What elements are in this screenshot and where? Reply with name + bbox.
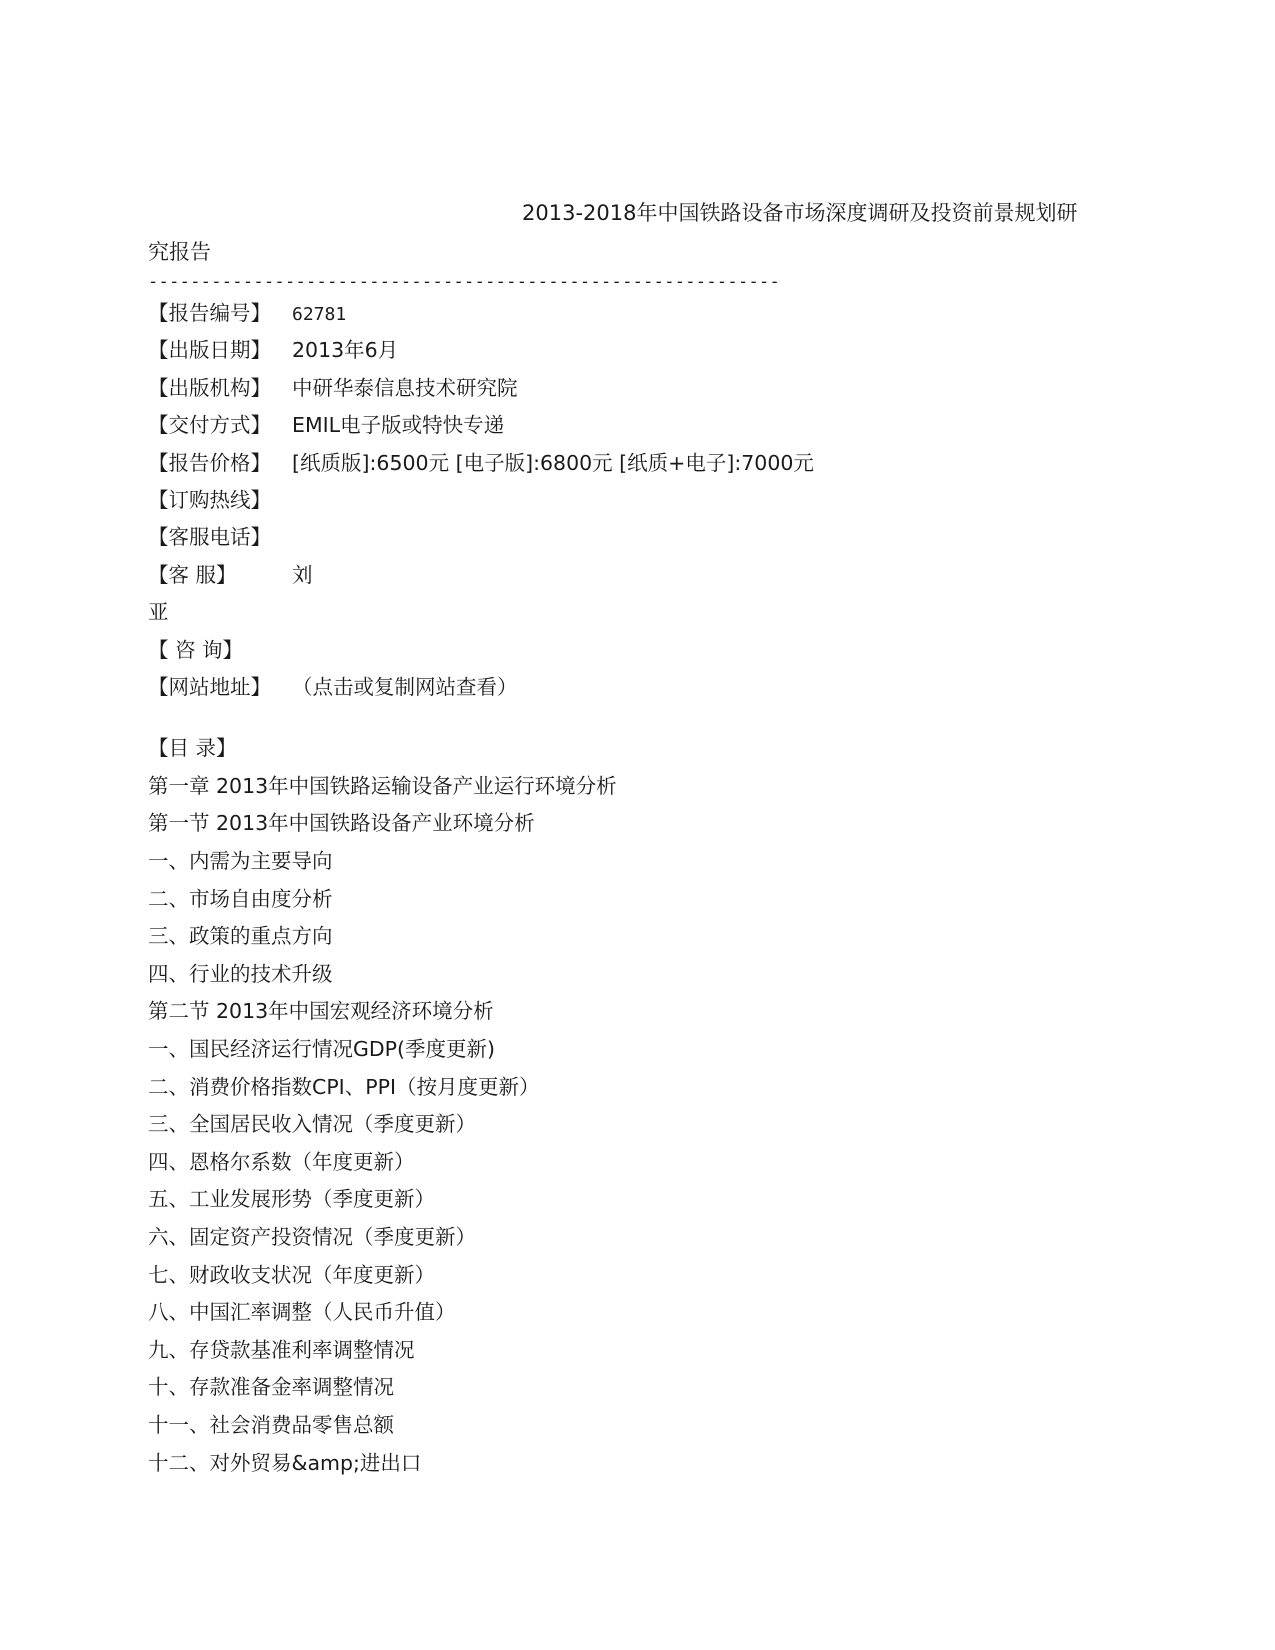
hotline-row — [148, 482, 1108, 519]
toc-item[interactable]: 六、固定资产投资情况（季度更新） — [148, 1225, 476, 1250]
price-label: 【报告价格】 — [148, 450, 271, 475]
publisher-value: 中研华泰信息技术研究院 — [292, 375, 518, 400]
website-row — [148, 669, 1108, 706]
report-number-row — [148, 295, 1108, 332]
consult-label: 【 咨 询】 — [148, 637, 244, 662]
price-row — [148, 445, 1108, 482]
report-number-value: 62781 — [292, 304, 347, 325]
toc-item[interactable]: 十二、对外贸易&amp;进出口 — [148, 1450, 422, 1475]
toc-item[interactable]: 十、存款准备金率调整情况 — [148, 1375, 394, 1400]
toc-item[interactable]: 九、存贷款基准利率调整情况 — [148, 1337, 415, 1362]
service-phone-row — [148, 519, 1108, 556]
publisher-label: 【出版机构】 — [148, 375, 271, 400]
publish-date-row — [148, 332, 1108, 369]
consult-row — [148, 632, 1108, 669]
toc-list — [148, 768, 1108, 1482]
toc-item[interactable]: 四、恩格尔系数（年度更新） — [148, 1149, 415, 1174]
toc-item[interactable]: 四、行业的技术升级 — [148, 961, 333, 986]
toc-item[interactable]: 第一章 2013年中国铁路运输设备产业运行环境分析 — [148, 773, 617, 798]
toc-item[interactable]: 三、政策的重点方向 — [148, 924, 333, 949]
toc-item[interactable]: 二、消费价格指数CPI、PPI（按月度更新） — [148, 1074, 540, 1099]
toc-item[interactable]: 二、市场自由度分析 — [148, 886, 333, 911]
toc-item[interactable]: 第一节 2013年中国铁路设备产业环境分析 — [148, 811, 535, 836]
service-name-part-1: 刘 — [292, 562, 313, 587]
website-label: 【网站地址】 — [148, 674, 271, 699]
publisher-row — [148, 370, 1108, 407]
toc-item[interactable]: 八、中国汇率调整（人民币升值） — [148, 1300, 456, 1325]
price-value: [纸质版]:6500元 [电子版]:6800元 [纸质+电子]:7000元 — [292, 450, 814, 475]
delivery-value: EMIL电子版或特快专递 — [292, 413, 505, 438]
service-phone-label: 【客服电话】 — [148, 525, 271, 550]
toc-item[interactable]: 三、全国居民收入情况（季度更新） — [148, 1112, 476, 1137]
service-row — [148, 557, 1108, 594]
report-title-line-2: 究报告 — [148, 240, 211, 264]
toc-item[interactable]: 十一、社会消费品零售总额 — [148, 1412, 394, 1437]
delivery-row — [148, 407, 1108, 444]
report-number-label: 【报告编号】 — [148, 301, 271, 325]
service-name-part-2: 亚 — [148, 600, 169, 625]
publish-date-value: 2013年6月 — [292, 338, 399, 363]
service-name-continuation — [148, 594, 1108, 631]
publish-date-label: 【出版日期】 — [148, 338, 271, 363]
delivery-label: 【交付方式】 — [148, 413, 271, 438]
table-of-contents — [148, 730, 1108, 1482]
service-label: 【客 服】 — [148, 562, 237, 587]
toc-item[interactable]: 一、内需为主要导向 — [148, 849, 333, 874]
toc-item[interactable]: 第二节 2013年中国宏观经济环境分析 — [148, 999, 494, 1024]
document-page — [148, 196, 1108, 1482]
website-note[interactable]: （点击或复制网站查看） — [292, 674, 518, 699]
toc-item[interactable]: 七、财政收支状况（年度更新） — [148, 1262, 435, 1287]
hotline-label: 【订购热线】 — [148, 487, 271, 512]
toc-item[interactable]: 五、工业发展形势（季度更新） — [148, 1187, 435, 1212]
section-gap — [148, 706, 1108, 730]
dashed-divider: ------------------------------------------------------------ — [148, 272, 781, 292]
toc-item[interactable]: 一、国民经济运行情况GDP(季度更新) — [148, 1037, 496, 1062]
report-title-line-1: 2013-2018年中国铁路设备市场深度调研及投资前景规划研 — [522, 201, 1078, 225]
toc-heading: 【目 录】 — [148, 736, 237, 761]
